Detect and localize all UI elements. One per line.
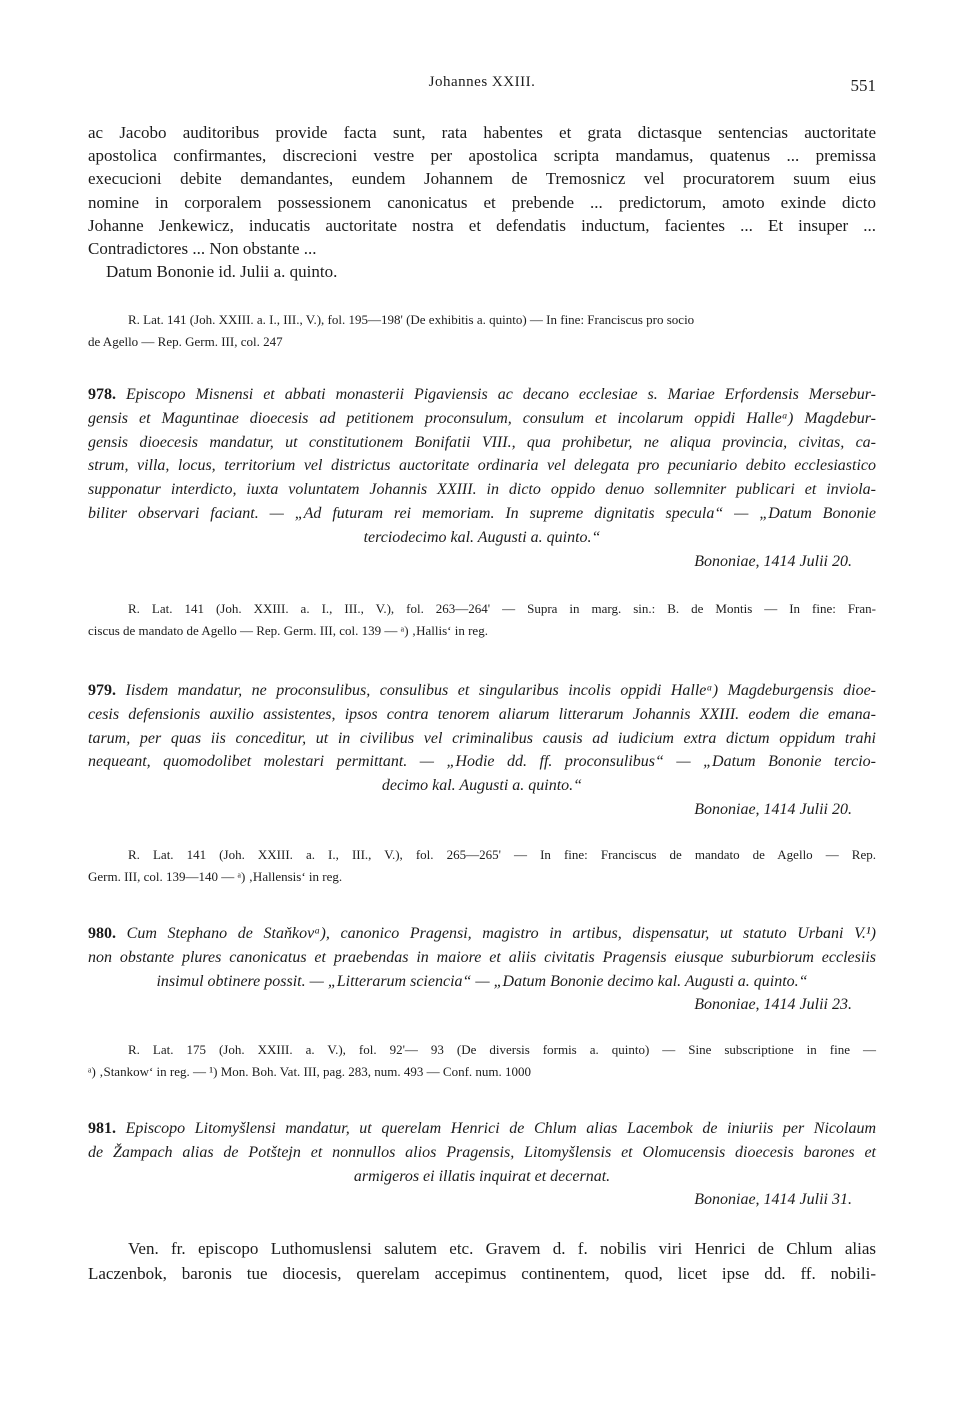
entry-number: 980. [88, 925, 116, 942]
regest-line: decimo kal. Augusti a. quinto.“ [381, 777, 583, 795]
note-line: ᵃ) ‚Stankow‘ in reg. — ¹) Mon. Boh. Vat. III, pag. 283, num. 493 — Conf. num. 1000 [88, 1064, 532, 1079]
note-line: R. Lat. 175 (Joh. XXIII. a. V.), fol. 92'— 93 (De diversis formis a. quinto) — Sine subscriptione in fine — [128, 1042, 876, 1057]
regest-980 [88, 922, 876, 1017]
source-note-980 [88, 1039, 876, 1083]
note-line: R. Lat. 141 (Joh. XXIII. a. I., III., V.), fol. 263—264' — Supra in marg. sin.: B. de Montis — In fine: Fran- [128, 601, 876, 616]
regest-line: Iisdem mandatur, ne proconsulibus, consulibus et singularibus incolis oppidi Halleᵃ) Magdeburgensis dioe- [125, 682, 876, 699]
note-line: Germ. III, col. 139—140 — ᵃ) ‚Hallensis‘ in reg. [88, 869, 343, 884]
regest-line: armigeros ei illatis inquirat et decernat. [353, 1167, 611, 1185]
note-line: R. Lat. 141 (Joh. XXIII. a. I., III., V.), fol. 265—265' — In fine: Franciscus de mandato de Agello — Rep. [128, 847, 876, 862]
regest-981 [88, 1117, 876, 1212]
regest-line: biliter observari faciant. — „Ad futuram rei memoriam. In supreme dignitatis specula“ — „Datum Bononie [88, 504, 876, 522]
regest-979 [88, 679, 876, 822]
continuation-text [88, 121, 876, 283]
text-line: apostolica confirmantes, discrecioni vestre per apostolica scripta mandamus, quatenus ... premissa [88, 146, 876, 166]
text-line: Ven. fr. episcopo Luthomuslensi salutem etc. Gravem d. f. nobilis viri Henrici de Chlum alias [128, 1239, 876, 1258]
source-note-979 [88, 844, 876, 888]
letter-text [88, 1236, 876, 1286]
regest-line: insimul obtinere possit. — „Litterarum sciencia“ — „Datum Bononie decimo kal. Augusti a. quinto.“ [156, 972, 808, 990]
dateline: Bononiae, 1414 Julii 23. [694, 996, 852, 1014]
running-head [88, 72, 876, 96]
text-line: ac Jacobo auditoribus provide facta sunt, rata habentes et grata dictasque sentencias auctoritate [88, 123, 876, 142]
entry-number: 979. [88, 682, 116, 699]
dateline: Bononiae, 1414 Julii 31. [694, 1191, 852, 1209]
running-title: Johannes XXIII. [428, 74, 536, 90]
text-line: Johanne Jenkewicz, inducatis auctoritate nostra et defendatis inductum, facientes ... Et insuper ... [88, 215, 876, 235]
regest-line: strum, villa, locus, territorium vel districtus auctoritate ordinaria vel delegata pro pecuniario debito ecclesiastico [88, 457, 876, 475]
regest-line: Cum Stephano de Staňkovᵃ), canonico Pragensi, magistro in artibus, dispensatur, ut statuto Urbani V.¹) [126, 925, 877, 942]
regest-line: de Žampach alias de Potštejn et nonnullos alios Pragensis, Litomyšlensis et Olomucensis dioecesis barones et [88, 1143, 876, 1161]
regest-line: Episcopo Litomyšlensi mandatur, ut querelam Henrici de Chlum alias Lacembok de iniuriis per Nicolaum [125, 1120, 877, 1137]
regest-line: Episcopo Misnensi et abbati monasterii Pigaviensis ac decano ecclesiae s. Mariae Erfordensis Mersebur- [125, 386, 877, 403]
text-line: execucioni debite demandantes, eundem Johannem de Tremosnicz vel procuratorem suum eius [88, 169, 876, 189]
regest-line: tarum, per quas iis conceditur, ut in civilibus vel criminalibus causis ad iudicium extra dictum oppidum trahi [88, 729, 876, 747]
text-line: Contradictores ... Non obstante ... [88, 239, 317, 259]
page-number: 551 [850, 76, 876, 95]
entry-number: 981. [88, 1120, 116, 1137]
regest-line: non obstante plures canonicatus et praebendas in maiore et aliis civitatis Pragensis eiusque suburbiorum ecclesiis [88, 948, 876, 966]
regest-line: gensis dioecesis mandatur, ut constitutionem Bonifatii VIII., qua prohibetur, ne aliqua provincia, civitas, ca- [88, 433, 876, 451]
regest-line: cesis defensionis auxilio assistentes, ipsos contra tenorem aliarum litterarum Johannis XXIII. eodem die emana- [88, 705, 876, 723]
entry-number: 978. [88, 386, 116, 403]
note-line: de Agello — Rep. Germ. III, col. 247 [88, 334, 283, 349]
datum-line: Datum Bononie id. Julii a. quinto. [106, 262, 338, 282]
dateline: Bononiae, 1414 Julii 20. [694, 552, 852, 570]
source-note [88, 309, 876, 353]
dateline: Bononiae, 1414 Julii 20. [694, 800, 852, 818]
source-note-978 [88, 598, 876, 642]
regest-line: supponatur interdicto, iuxta voluntatem Johannis XXIII. in dicto oppido denuo sollemniter publicari et inviola- [88, 481, 876, 499]
regest-line: nequeant, quomodolibet molestari permittant. — „Hodie dd. ff. proconsulibus“ — „Datum Bononie tercio- [88, 753, 876, 771]
note-line: ciscus de mandato de Agello — Rep. Germ. III, col. 139 — ᵃ) ‚Hallis‘ in reg. [88, 623, 488, 638]
note-line: R. Lat. 141 (Joh. XXIII. a. I., III., V.), fol. 195—198' (De exhibitis a. quinto) — In fine: Franciscus pro socio [128, 312, 695, 327]
text-line: nomine in corporalem possessionem canonicatus et prebende ... predictorum, amoto exinde dicto [88, 192, 876, 212]
regest-line: gensis et Maguntinae dioecesis ad petitionem proconsulum, consulum et incolarum oppidi Halleᵃ) Magdebur- [88, 409, 876, 427]
regest-line: terciodecimo kal. Augusti a. quinto.“ [363, 528, 601, 546]
text-line: Laczenbok, baronis tue diocesis, querelam accepimus continentem, quod, licet ipse dd. ff. nobili- [88, 1264, 876, 1283]
regest-978 [88, 383, 876, 573]
